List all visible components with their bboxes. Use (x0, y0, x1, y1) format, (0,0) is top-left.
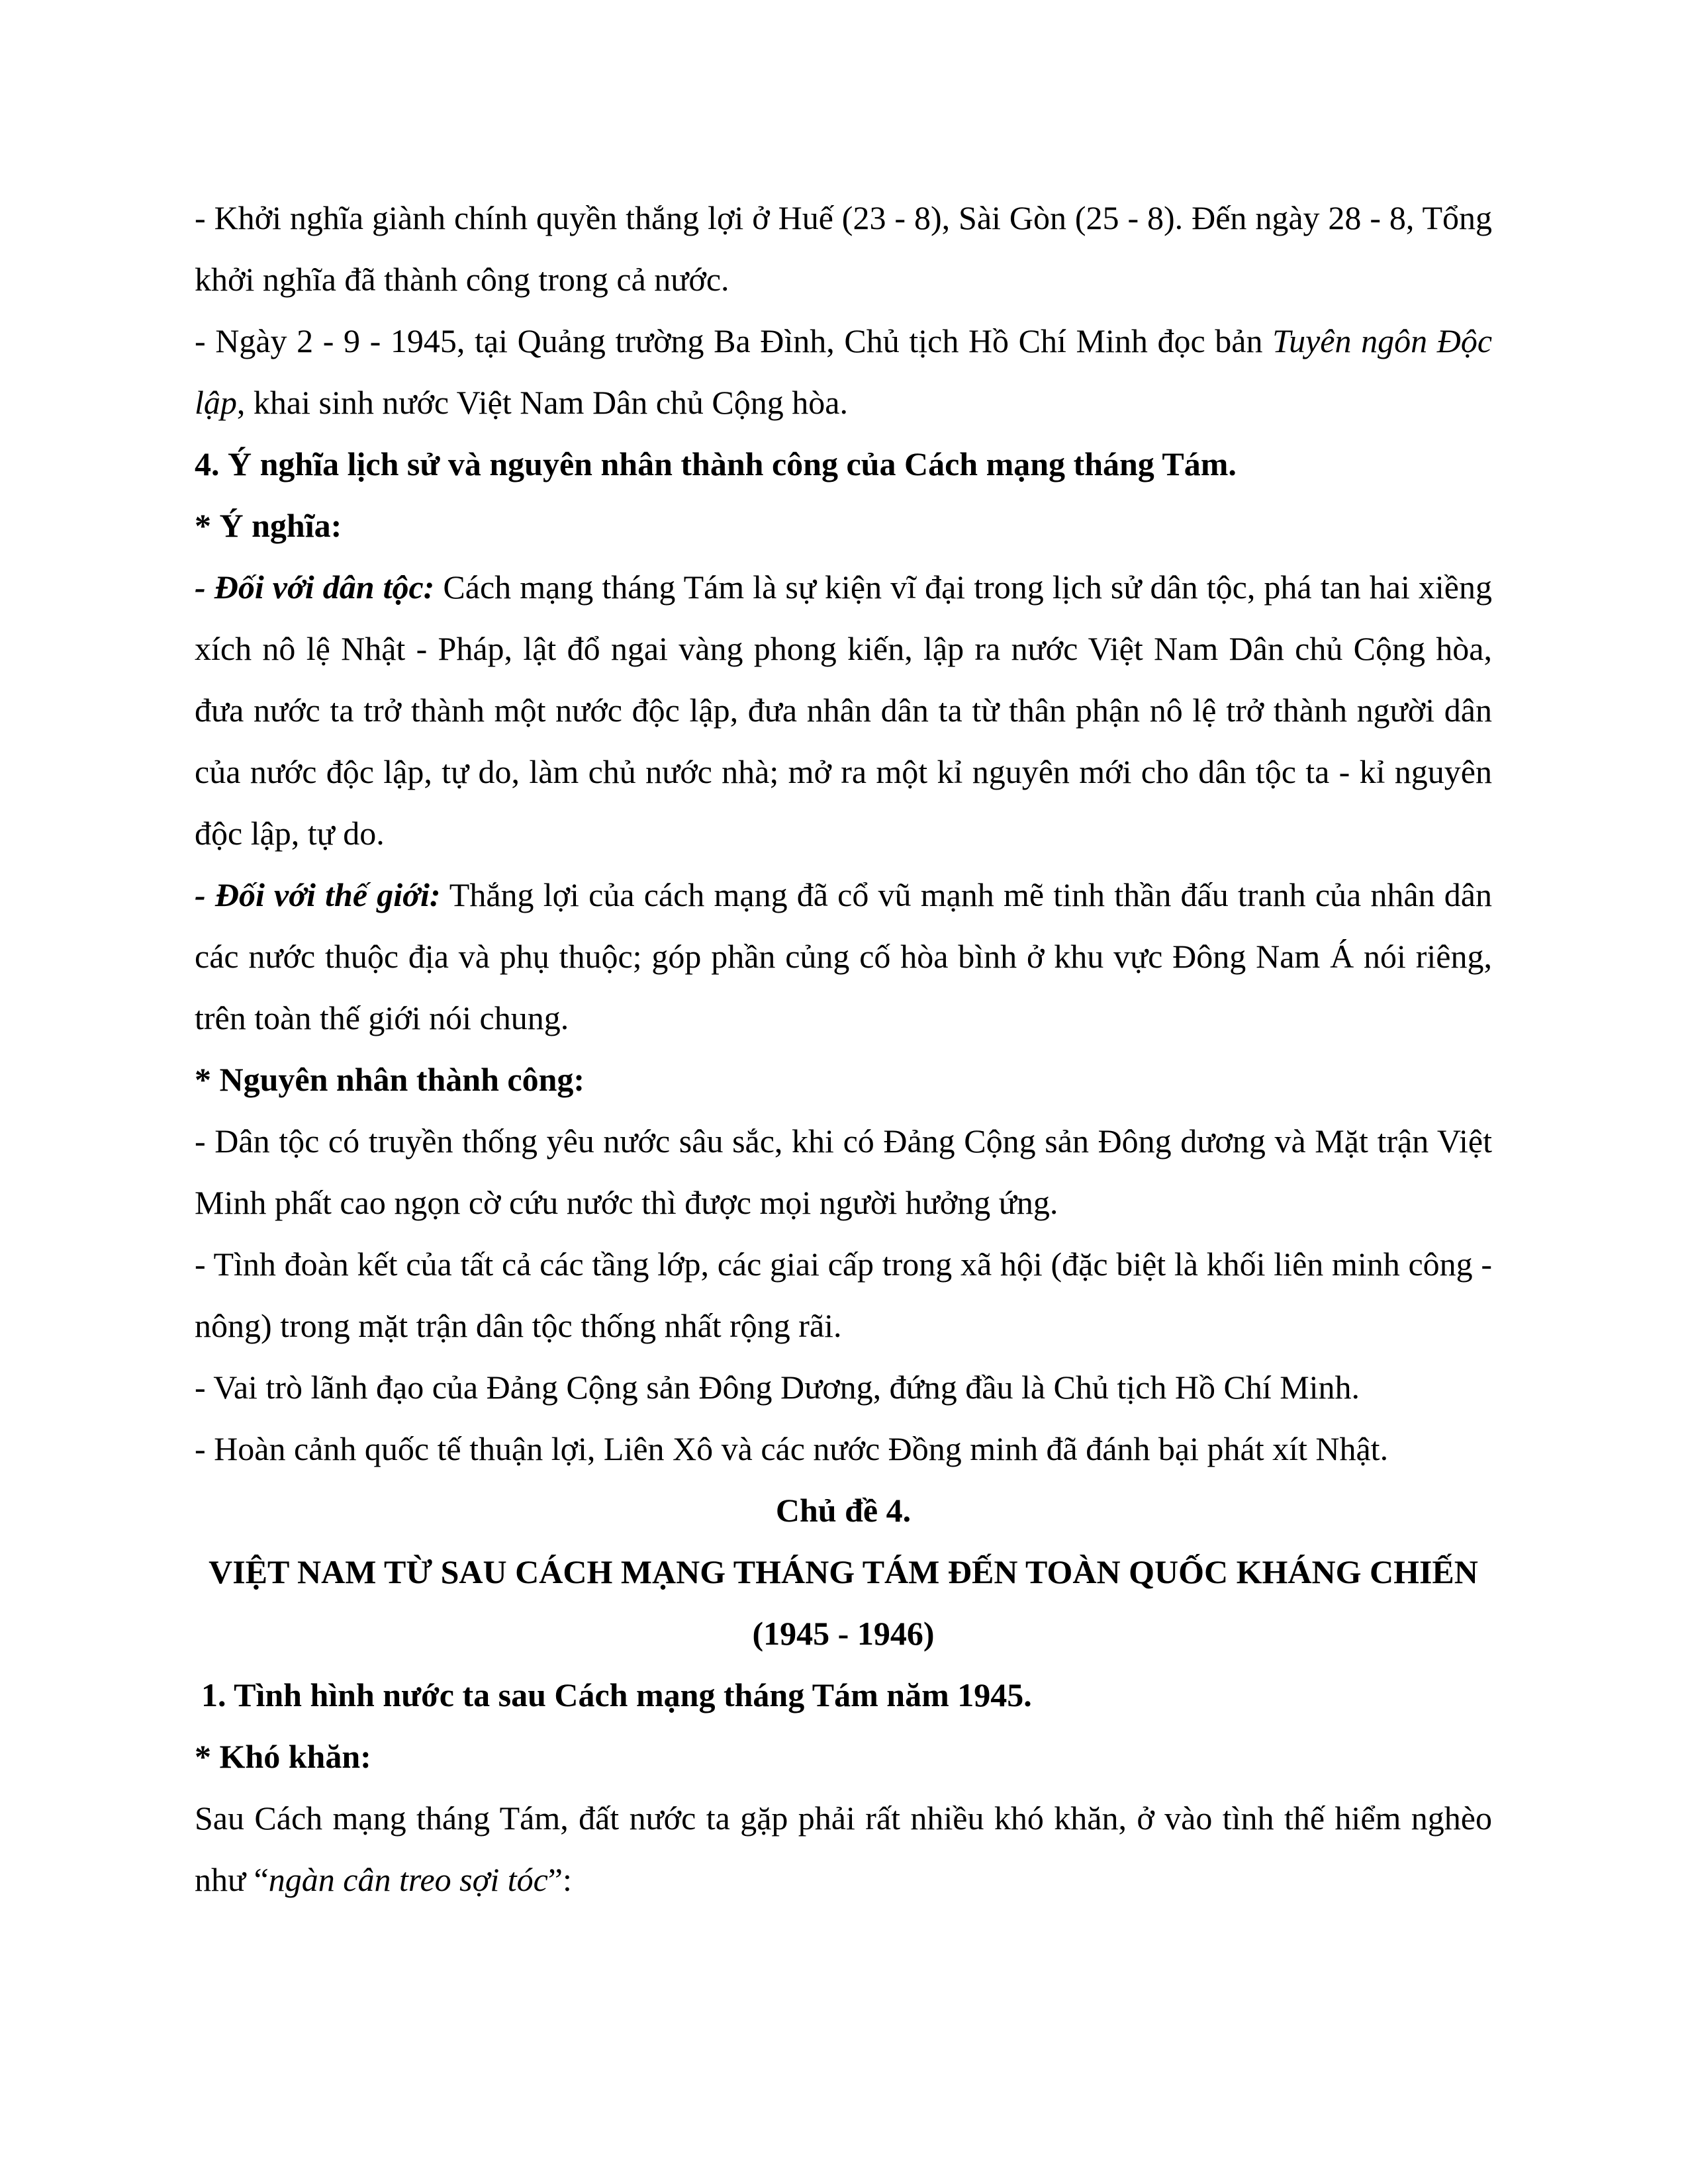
paragraph-cause-2: - Tình đoàn kết của tất cả các tầng lớp, các giai cấp trong xã hội (đặc biệt là khối liên minh công - nông) trong mặt trận dân tộc thống nhất rộng rãi. (195, 1246, 1492, 1344)
paragraph-cause-3: - Vai trò lãnh đạo của Đảng Cộng sản Đông Dương, đứng đầu là Chủ tịch Hồ Chí Minh. (195, 1369, 1360, 1406)
label-for-nation: - Đối với dân tộc: (195, 569, 435, 606)
text-run: ”: (547, 1861, 572, 1898)
label-significance: * Ý nghĩa: (195, 507, 342, 544)
topic-number: Chủ đề 4. (775, 1492, 912, 1529)
section-heading-4: 4. Ý nghĩa lịch sử và nguyên nhân thành công của Cách mạng tháng Tám. (195, 445, 1237, 482)
paragraph-cause-1: - Dân tộc có truyền thống yêu nước sâu sắc, khi có Đảng Cộng sản Đông dương và Mặt trận Việt Minh phất cao ngọn cờ cứu nước thì được mọi người hưởng ứng. (195, 1122, 1492, 1221)
document-body (195, 187, 1492, 1911)
label-for-world: - Đối với thế giới: (195, 876, 441, 913)
italic-idiom: ngàn cân treo sợi tóc (268, 1861, 548, 1898)
paragraph-difficulties (195, 1788, 1492, 1911)
paragraph-significance-nation (195, 557, 1492, 864)
text-run: - Ngày 2 - 9 - 1945, tại Quảng trường Ba Đình, Chủ tịch Hồ Chí Minh đọc bản (195, 322, 1273, 359)
topic-title: VIỆT NAM TỪ SAU CÁCH MẠNG THÁNG TÁM ĐẾN TOÀN QUỐC KHÁNG CHIẾN (1945 - 1946) (209, 1553, 1478, 1652)
label-difficulties: * Khó khăn: (195, 1738, 371, 1775)
text-run: Sau Cách mạng tháng Tám, đất nước ta gặp phải rất nhiều khó khăn, ở vào tình thế hiểm nghèo như “ (195, 1799, 1492, 1898)
text-run: Cách mạng tháng Tám là sự kiện vĩ đại trong lịch sử dân tộc, phá tan hai xiềng xích nô lệ Nhật - Pháp, lật đổ ngai vàng phong kiến, lập ra nước Việt Nam Dân chủ Cộng hòa, đưa nước ta trở thành một nước độc lập, đưa nhân dân ta từ thân phận nô lệ trở thành người dân của nước độc lập, tự do, làm chủ nước nhà; mở ra một kỉ nguyên mới cho dân tộc ta - kỉ nguyên độc lập, tự do. (195, 569, 1493, 852)
label-success-causes: * Nguyên nhân thành công: (195, 1061, 585, 1098)
text-run: Thắng lợi của cách mạng đã cổ vũ mạnh mẽ tinh thần đấu tranh của nhân dân các nước thuộc địa và phụ thuộc; góp phần củng cố hòa bình ở khu vực Đông Nam Á nói riêng, trên toàn thế giới nói chung. (195, 876, 1492, 1036)
paragraph-uprising-success: - Khởi nghĩa giành chính quyền thắng lợi ở Huế (23 - 8), Sài Gòn (25 - 8). Đến ngày 28 - 8, Tổng khởi nghĩa đã thành công trong cả nước. (195, 199, 1492, 298)
paragraph-significance-world (195, 864, 1492, 1049)
paragraph-independence-declaration (195, 310, 1492, 433)
italic-title-declaration: Tuyên ngôn Độc lập (195, 322, 1493, 421)
paragraph-cause-4: - Hoàn cảnh quốc tế thuận lợi, Liên Xô và các nước Đồng minh đã đánh bại phát xít Nhật. (195, 1430, 1389, 1467)
section-heading-1: 1. Tình hình nước ta sau Cách mạng tháng Tám năm 1945. (201, 1676, 1032, 1713)
text-run: , khai sinh nước Việt Nam Dân chủ Cộng hòa. (236, 384, 848, 421)
